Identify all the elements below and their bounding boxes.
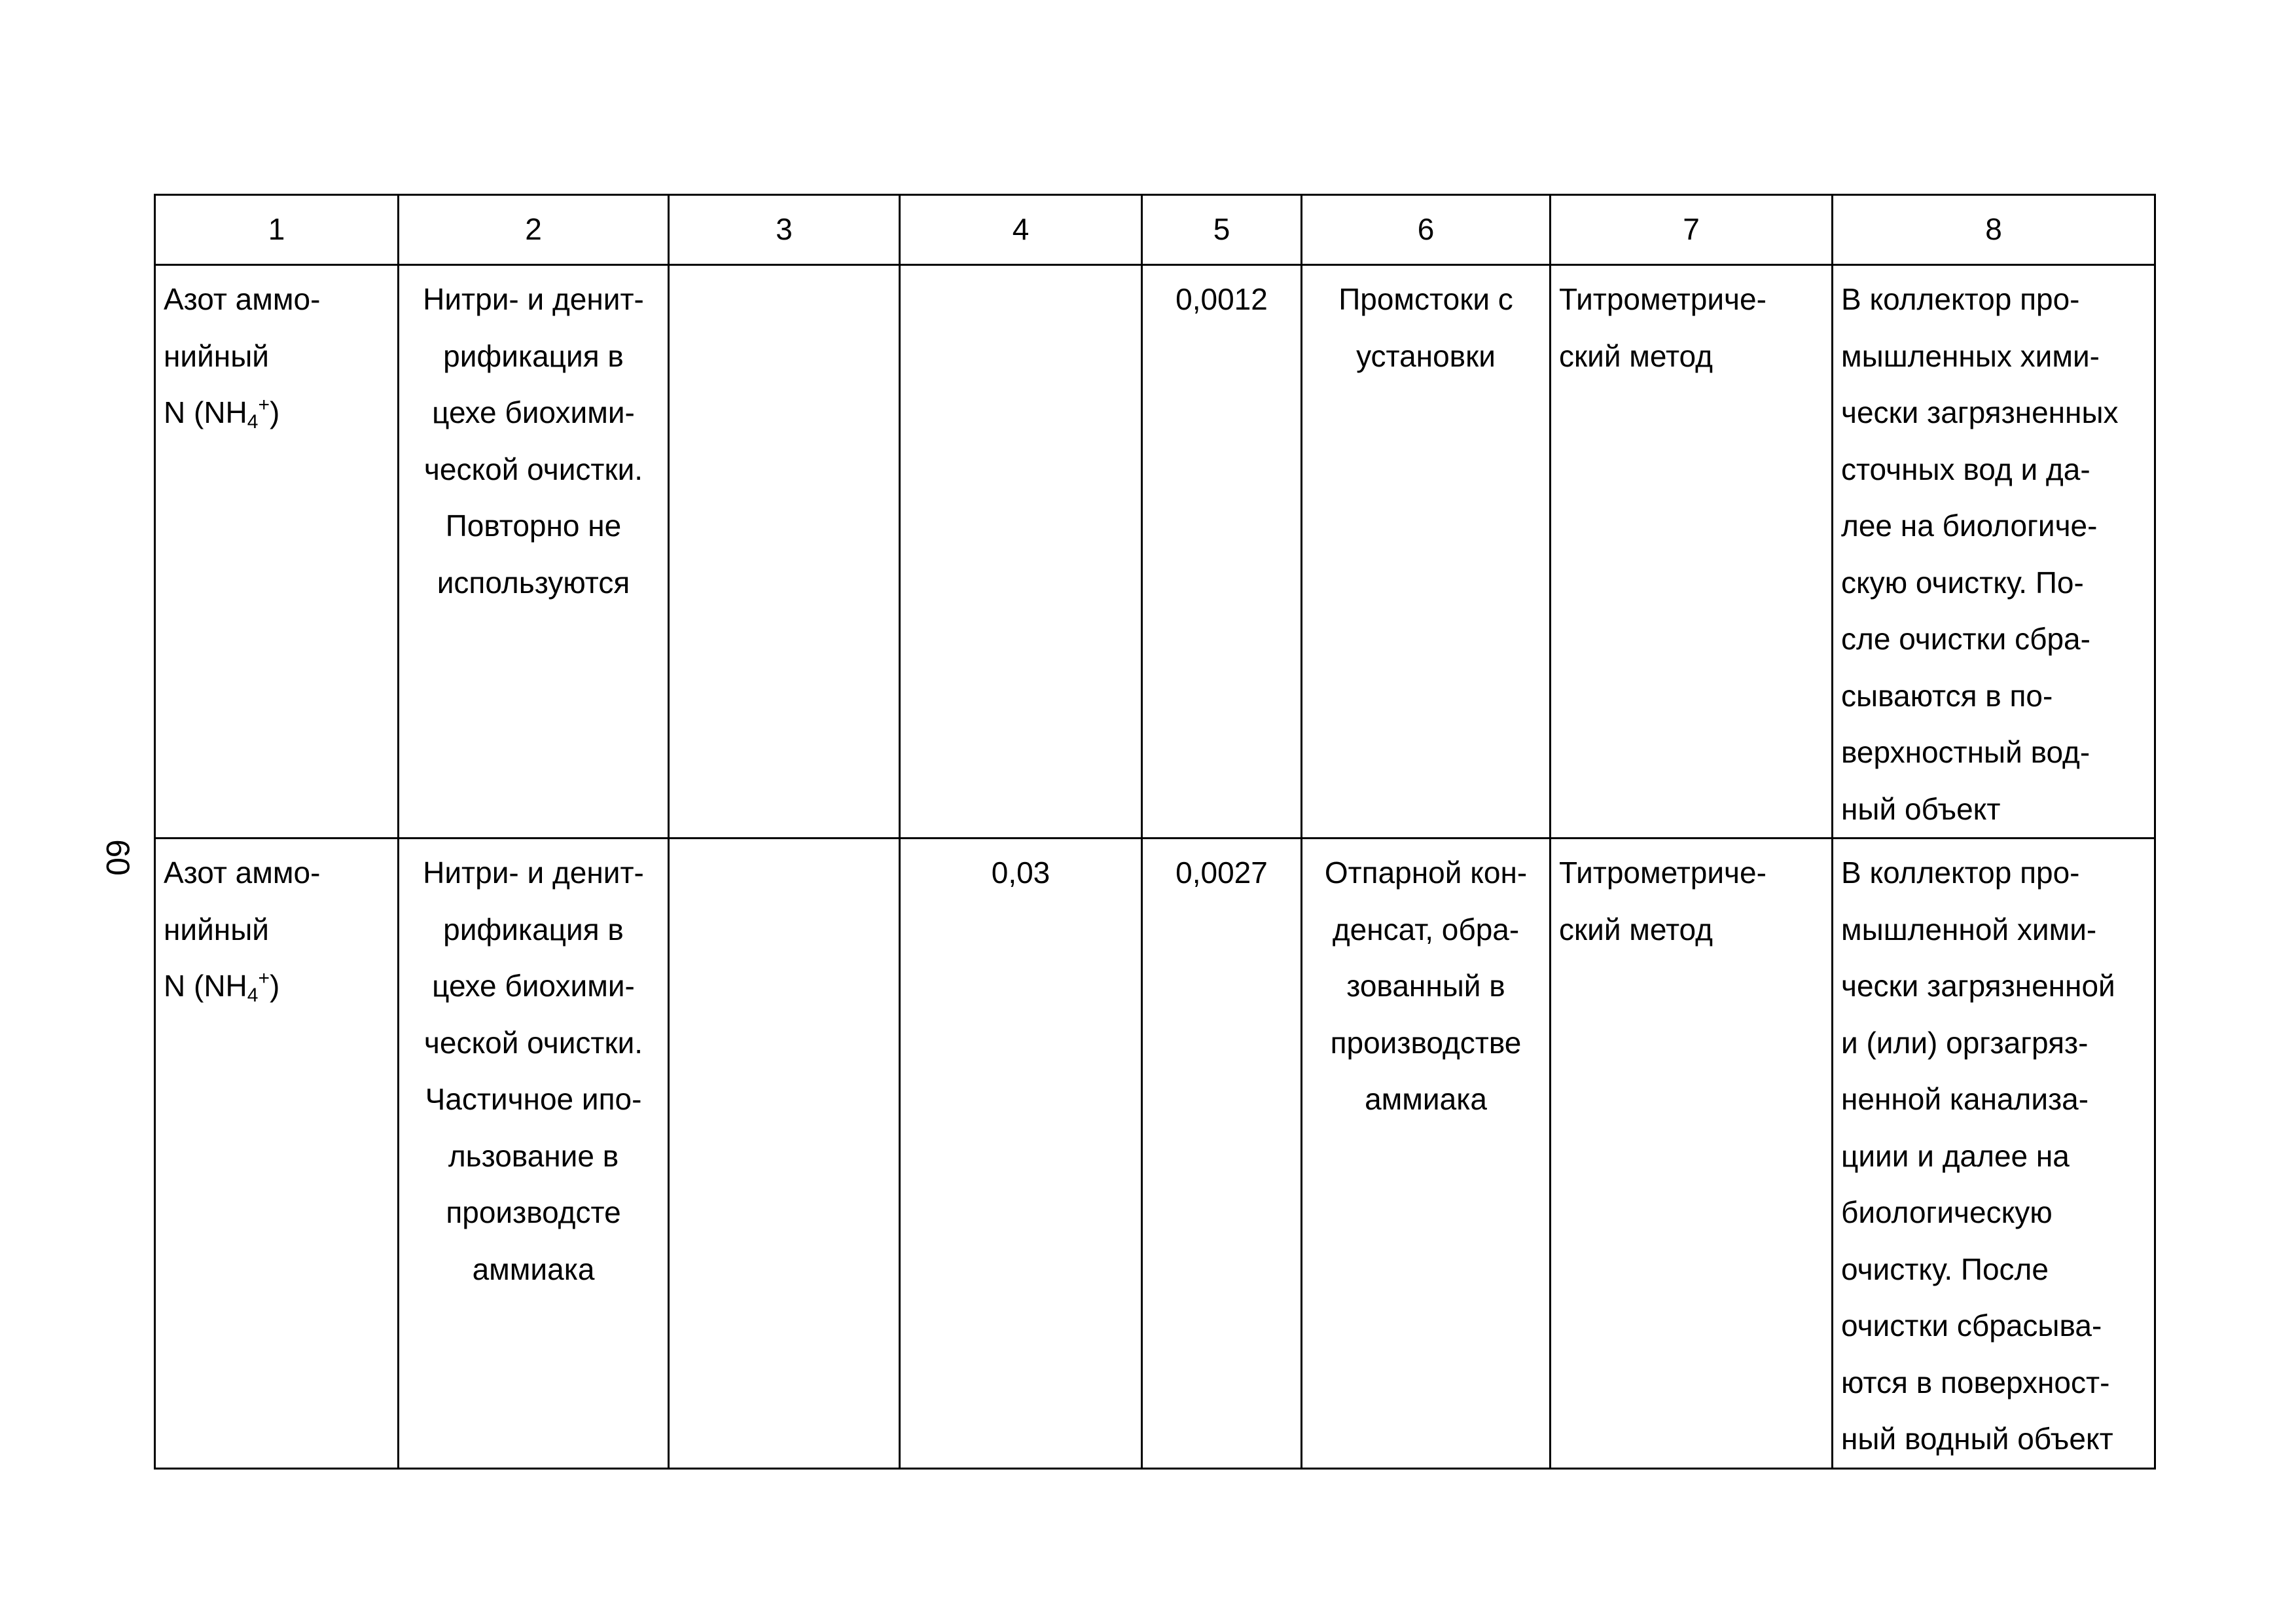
cell-line: Повторно не	[445, 509, 622, 543]
analysis-method-cell	[1551, 265, 1833, 839]
cell-line: Азот аммо-	[164, 856, 321, 890]
cell-line: ческой очистки.	[423, 452, 643, 486]
formula-subscript: 4	[247, 411, 259, 433]
header-cell-2: 2	[399, 195, 669, 265]
header-cell-8: 8	[1833, 195, 2155, 265]
data-table	[154, 194, 2156, 1470]
cell-line: сле очистки сбра-	[1841, 622, 2090, 656]
page-number: 60	[99, 839, 136, 876]
cell-line: Частичное ипо-	[425, 1082, 642, 1116]
cell-line: ный объект	[1841, 791, 2001, 826]
col5-cell: 0,0012	[1142, 265, 1302, 839]
table-row	[155, 839, 2155, 1469]
cell-line: цехе биохими-	[432, 969, 635, 1003]
cell-line: денсат, обра-	[1332, 912, 1520, 947]
source-cell	[1302, 265, 1551, 839]
col3-cell	[669, 839, 900, 1469]
cell-line: ческой очистки.	[423, 1025, 643, 1060]
cell-line: аммиака	[472, 1252, 595, 1286]
cell-line: чески загрязненных	[1841, 395, 2119, 429]
cell-line: ский метод	[1559, 338, 1713, 373]
table-row	[155, 265, 2155, 839]
cell-line: установки	[1356, 338, 1496, 373]
header-cell-3: 3	[669, 195, 900, 265]
cell-line: Титрометриче-	[1559, 856, 1767, 890]
header-row	[155, 195, 2155, 265]
cell-line: ский метод	[1559, 912, 1713, 947]
cell-line: Нитри- и денит-	[423, 282, 644, 316]
cell-line: верхностный вод-	[1841, 735, 2090, 769]
cell-line: рификация в	[443, 338, 624, 373]
cell-line: ный водный объект	[1841, 1422, 2113, 1456]
cell-line: льзование в	[448, 1138, 619, 1173]
formula	[164, 384, 389, 441]
cell-line: чески загрязненной	[1841, 969, 2115, 1003]
cell-line: сываются в по-	[1841, 678, 2053, 713]
cell-line: цехе биохими-	[432, 395, 635, 429]
header-cell-6: 6	[1302, 195, 1551, 265]
cell-line: Нитри- и денит-	[423, 856, 644, 890]
source-cell	[1302, 839, 1551, 1469]
cell-line: и (или) оргзагряз-	[1841, 1025, 2089, 1060]
cell-line: В коллектор про-	[1841, 856, 2080, 890]
cell-line: Азот аммо-	[164, 282, 321, 316]
cell-line: циии и далее на	[1841, 1138, 2070, 1173]
cell-line: используются	[437, 565, 630, 600]
cell-line: ются в поверхност-	[1841, 1365, 2110, 1399]
method-cell	[399, 839, 669, 1469]
substance-cell	[155, 265, 399, 839]
cell-line: Отпарной кон-	[1324, 856, 1528, 890]
formula-prefix: N (NH	[164, 969, 247, 1003]
cell-line: производстве	[1330, 1025, 1522, 1060]
header-cell-1: 1	[155, 195, 399, 265]
formula	[164, 958, 389, 1015]
formula-superscript: +	[258, 394, 270, 416]
cell-line: лее на биологиче-	[1841, 509, 2098, 543]
cell-line: очистку. После	[1841, 1252, 2049, 1286]
cell-line: биологическую	[1841, 1195, 2053, 1229]
cell-line: производсте	[446, 1195, 621, 1229]
cell-line: нийный	[164, 338, 269, 373]
analysis-method-cell	[1551, 839, 1833, 1469]
formula-prefix: N (NH	[164, 395, 247, 429]
destination-cell	[1833, 839, 2155, 1469]
substance-cell	[155, 839, 399, 1469]
cell-line: сточных вод и да-	[1841, 452, 2090, 486]
cell-line: мышленных хими-	[1841, 338, 2100, 373]
cell-line: аммиака	[1365, 1082, 1487, 1116]
cell-line: В коллектор про-	[1841, 282, 2080, 316]
cell-line: очистки сбрасыва-	[1841, 1308, 2102, 1343]
cell-line: мышленной хими-	[1841, 912, 2097, 947]
col5-cell: 0,0027	[1142, 839, 1302, 1469]
cell-line: Промстоки с	[1338, 282, 1513, 316]
formula-suffix: )	[269, 969, 280, 1003]
method-cell	[399, 265, 669, 839]
cell-line: Титрометриче-	[1559, 282, 1767, 316]
formula-subscript: 4	[247, 984, 259, 1006]
col3-cell	[669, 265, 900, 839]
col4-cell	[900, 265, 1142, 839]
formula-superscript: +	[258, 967, 270, 989]
cell-line: нийный	[164, 912, 269, 947]
cell-line: скую очистку. По-	[1841, 565, 2084, 600]
header-cell-7: 7	[1551, 195, 1833, 265]
cell-line: ненной канализа-	[1841, 1082, 2089, 1116]
formula-suffix: )	[269, 395, 280, 429]
cell-line: зованный в	[1346, 969, 1505, 1003]
col4-cell: 0,03	[900, 839, 1142, 1469]
header-cell-4: 4	[900, 195, 1142, 265]
cell-line: рификация в	[443, 912, 624, 947]
header-cell-5: 5	[1142, 195, 1302, 265]
destination-cell	[1833, 265, 2155, 839]
